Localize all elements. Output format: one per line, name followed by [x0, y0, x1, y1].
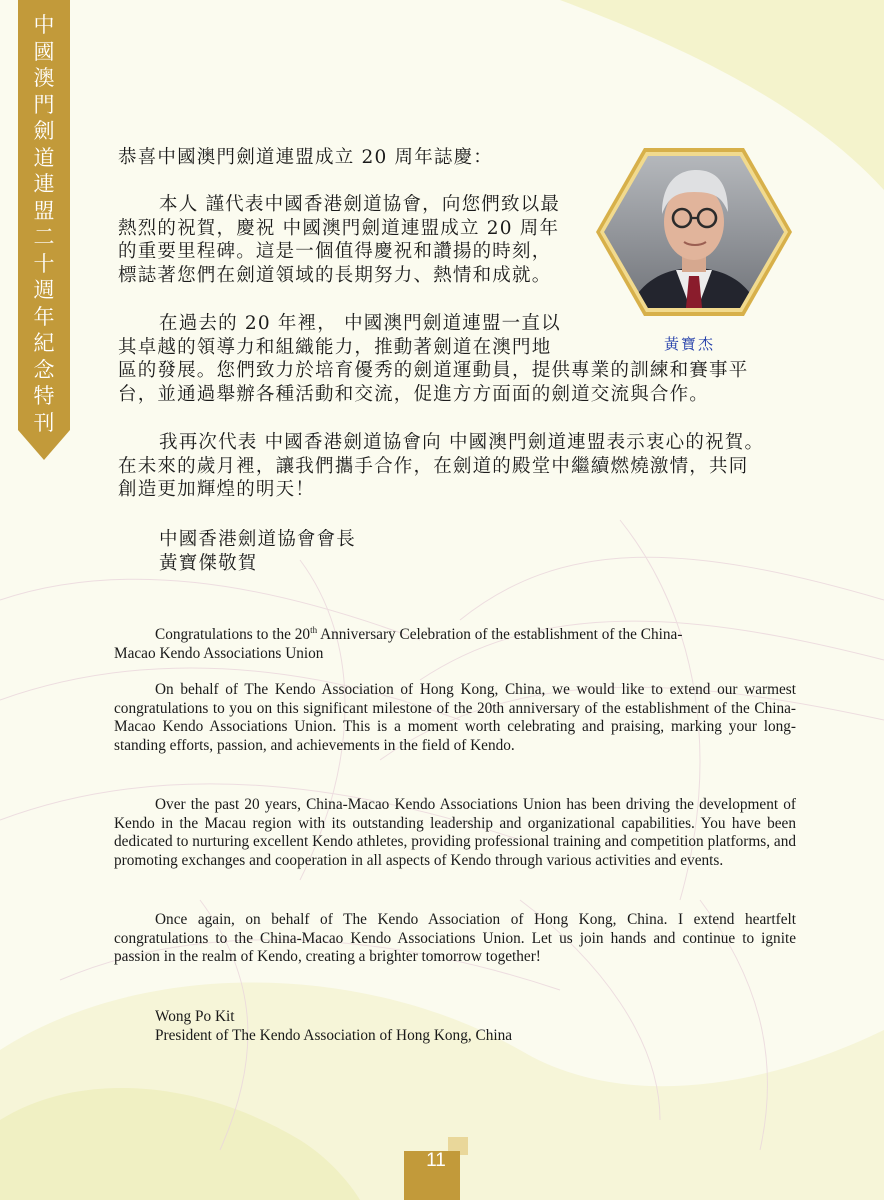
- ribbon-char: 道: [33, 145, 55, 170]
- ribbon-char: 二: [33, 225, 55, 249]
- zh-line: 其卓越的領導力和組織能力，推動著劍道在澳門地: [118, 336, 552, 358]
- zh-heading: [118, 146, 588, 170]
- zh-line: 台，並通過舉辦各種活動和交流，促進方方面面的劍道交流與合作。: [118, 383, 710, 405]
- zh-sign-title: 中國香港劍道協會會長: [159, 529, 357, 550]
- ribbon-char: 特: [33, 384, 55, 408]
- ribbon-char: 中: [33, 13, 55, 37]
- ribbon-char: 盟: [33, 198, 55, 223]
- ribbon-char: 劍: [33, 119, 55, 143]
- zh-line: 的重要里程碑。這是一個值得慶祝和讚揚的時刻，: [118, 241, 552, 262]
- zh-line: 區的發展。您們致力於培育優秀的劍道運動員，提供專業的訓練和賽事平: [118, 360, 749, 381]
- en-paragraph-1-text: On behalf of The Kendo Association of Hong Kong, China, we would like to extend our warmest congratulations to you on this significant milestone of the 20th anniversary of the establishment of the China-Macao Kendo Associations Union. This is a moment worth celebrating and praising, marking your long-standing efforts, passion, and achievements in the field of Kendo.: [114, 681, 796, 754]
- zh-line: 我再次代表 中國香港劍道協會向 中國澳門劍道連盟表示衷心的祝賀。: [159, 432, 765, 453]
- en-heading-sup: th: [310, 625, 318, 635]
- zh-line: 創造更加輝煌的明天！: [118, 479, 316, 500]
- ribbon-char: 念: [33, 357, 55, 382]
- zh-paragraph-1: [118, 193, 588, 287]
- ribbon-char: 週: [33, 278, 55, 302]
- zh-line: 熱烈的祝賀，慶祝 中國澳門劍道連盟成立 20 周年: [118, 217, 560, 239]
- en-heading-post: Anniversary Celebration of the establishment of the China-: [317, 626, 683, 644]
- ribbon-char: 刊: [33, 410, 55, 435]
- ribbon-char: 門: [33, 92, 55, 117]
- ribbon-char: 紀: [33, 331, 55, 355]
- en-heading-pre: Congratulations to the 20: [155, 626, 311, 644]
- zh-line: 在過去的 20 年裡， 中國澳門劍道連盟一直以: [159, 313, 561, 334]
- zh-signature: [159, 528, 559, 575]
- en-paragraph-2: [114, 796, 796, 870]
- en-paragraph-3: [114, 911, 796, 967]
- page-number: 11: [426, 1150, 446, 1171]
- en-paragraph-1: [114, 681, 796, 755]
- ribbon-char: 國: [33, 39, 55, 64]
- zh-heading-text: 恭喜中國澳門劍道連盟成立 20 周年誌慶：: [118, 147, 494, 168]
- en-heading-line2: Macao Kendo Associations Union: [114, 644, 324, 662]
- en-paragraph-2-text: Over the past 20 years, China-Macao Kendo Associations Union has been driving the development of Kendo in the Macau region with its outstanding leadership and organizational capabilities. You have been dedicated to nurturing excellent Kendo athletes, providing professional training and competition platforms, and promoting exchanges and cooperation in all aspects of Kendo through various activities and events.: [114, 796, 796, 869]
- ribbon-char: 連: [33, 172, 55, 196]
- zh-paragraph-3: [118, 431, 798, 502]
- ribbon-char: 十: [33, 251, 55, 276]
- en-heading: [114, 621, 796, 663]
- zh-line: 在未來的歲月裡，讓我們攜手合作，在劍道的殿堂中繼續燃燒激情，共同: [118, 455, 749, 477]
- zh-line: 標誌著您們在劍道領域的長期努力、熱情和成就。: [118, 264, 552, 286]
- en-sign-title: President of The Kendo Association of Hong Kong, China: [155, 1026, 513, 1044]
- en-paragraph-3-text: Once again, on behalf of The Kendo Association of Hong Kong, China. I extend heartfelt congratulations to the China-Macao Kendo Associations Union. Let us join hands and continue to ignite passion in the realm of Kendo, creating a brighter tomorrow together!: [114, 911, 796, 966]
- en-signature: [155, 1008, 755, 1045]
- en-sign-name: Wong Po Kit: [155, 1008, 235, 1025]
- zh-line: 本人 謹代表中國香港劍道協會，向您們致以最: [159, 194, 561, 215]
- portrait-photo-icon: [596, 146, 792, 318]
- portrait-name: 黃寶杰: [664, 335, 716, 353]
- zh-sign-name: 黃寶傑敬賀: [159, 552, 258, 574]
- ribbon-char: 澳: [33, 66, 55, 90]
- ribbon-title: [18, 12, 70, 436]
- zh-paragraph-2: [118, 312, 798, 406]
- ribbon-char: 年: [33, 304, 55, 329]
